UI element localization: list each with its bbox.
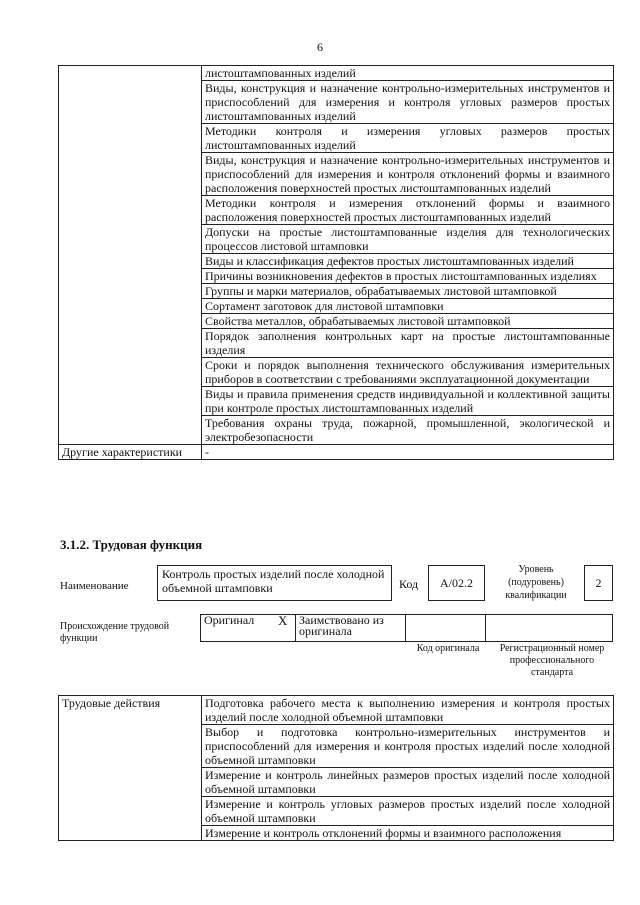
table-cell: Порядок заполнения контрольных карт на простые листоштампованные изделия bbox=[202, 329, 614, 358]
origin-label: Происхождение трудовой функции bbox=[60, 621, 170, 644]
original-label: Оригинал bbox=[201, 615, 271, 642]
page-number: 6 bbox=[317, 40, 323, 54]
original-code-cell bbox=[406, 615, 486, 642]
section-heading: 3.1.2. Трудовая функция bbox=[60, 537, 203, 552]
table-cell: Измерение и контроль отклонений формы и взаимного расположения bbox=[202, 826, 614, 841]
registration-number-caption: Регистрационный номер профессионального стандарта bbox=[499, 643, 605, 678]
table-row-other bbox=[59, 445, 614, 460]
origin-table bbox=[200, 614, 613, 642]
borrowed-label: Заимствовано из оригинала bbox=[296, 615, 406, 642]
table-cell: Свойства металлов, обрабатываемых листовой штамповкой bbox=[202, 314, 614, 329]
table-cell: Сроки и порядок выполнения технического обслуживания измерительных приборов в соответствии с требованиями эксплуатационной документации bbox=[202, 358, 614, 387]
table-cell-left bbox=[59, 66, 202, 445]
table-cell: Измерение и контроль линейных размеров простых изделий после холодной объемной штамповки bbox=[202, 768, 614, 797]
table-cell: Допуски на простые листоштампованные изделия для технологических процессов листовой штамповки bbox=[202, 225, 614, 254]
function-name: Контроль простых изделий после холодной объемной штамповки bbox=[162, 567, 385, 595]
table-cell: Сортамент заготовок для листовой штамповки bbox=[202, 299, 614, 314]
labor-actions-label: Трудовые действия bbox=[59, 696, 202, 841]
table-cell: листоштампованных изделий bbox=[202, 66, 614, 81]
table-cell: Виды, конструкция и назначение контрольно-измерительных инструментов и приспособлений для измерения и контроля отклонений формы и взаимного расположения поверхностей простых листоштампованных изделий bbox=[202, 153, 614, 196]
original-code-caption: Код оригинала bbox=[416, 643, 480, 654]
table-cell: Причины возникновения дефектов в простых листоштампованных изделиях bbox=[202, 269, 614, 284]
table-cell: Требования охраны труда, пожарной, промышленной, экологической и электробезопасности bbox=[202, 416, 614, 445]
code-label: Код bbox=[399, 577, 419, 591]
level-label: Уровень (подуровень) квалификации bbox=[505, 564, 567, 601]
code-box bbox=[428, 565, 485, 601]
table-cell: Выбор и подготовка контрольно-измерительных инструментов и приспособлений для измерения и контроля простых изделий после холодной объемной штамповки bbox=[202, 725, 614, 768]
table-row bbox=[59, 696, 614, 725]
table-cell: Группы и марки материалов, обрабатываемых листовой штамповкой bbox=[202, 284, 614, 299]
table-cell: Измерение и контроль угловых размеров простых изделий после холодной объемной штамповки bbox=[202, 797, 614, 826]
function-name-box bbox=[157, 565, 392, 601]
table-cell: Методики контроля и измерения угловых размеров простых листоштампованных изделий bbox=[202, 124, 614, 153]
original-mark: X bbox=[271, 615, 296, 642]
table-cell: Подготовка рабочего места к выполнению измерения и контроля простых изделий после холодной объемной штамповки bbox=[202, 696, 614, 725]
table-cell: Виды и классификация дефектов простых листоштампованных изделий bbox=[202, 254, 614, 269]
name-label: Наименование bbox=[60, 580, 129, 592]
registration-number-cell bbox=[486, 615, 613, 642]
other-characteristics-label: Другие характеристики bbox=[59, 445, 202, 460]
table-cell: Виды, конструкция и назначение контрольно-измерительных инструментов и приспособлений для измерения и контроля угловых размеров простых листоштампованных изделий bbox=[202, 81, 614, 124]
table-row bbox=[59, 66, 614, 81]
level-value: 2 bbox=[595, 576, 602, 590]
code-value: А/02.2 bbox=[440, 576, 473, 590]
other-characteristics-value: - bbox=[202, 445, 614, 460]
table-cell: Виды и правила применения средств индивидуальной и коллективной защиты при контроле простых листоштампованных изделий bbox=[202, 387, 614, 416]
table-row bbox=[201, 615, 613, 642]
knowledge-table bbox=[58, 65, 614, 460]
table-cell: Методики контроля и измерения отклонений формы и взаимного расположения поверхностей простых листоштампованных изделий bbox=[202, 196, 614, 225]
labor-actions-table bbox=[58, 695, 614, 841]
level-box bbox=[584, 565, 613, 601]
